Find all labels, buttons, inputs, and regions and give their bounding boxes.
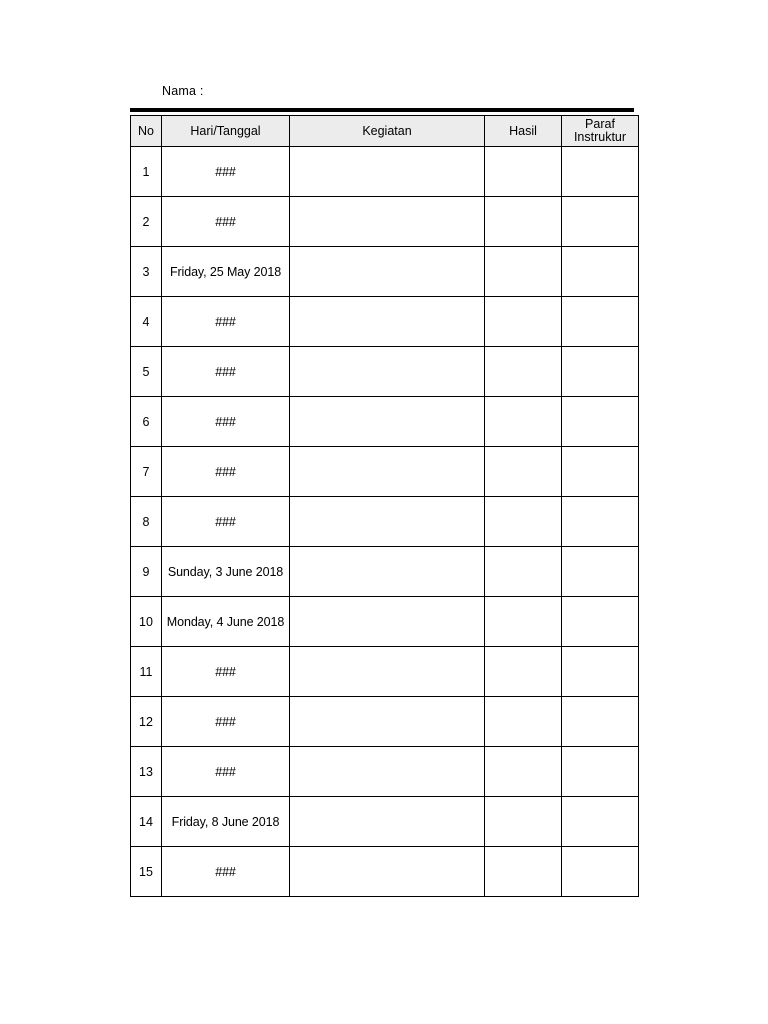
date-cell: ### <box>162 297 290 347</box>
activity-cell <box>290 347 485 397</box>
table-row <box>131 297 639 347</box>
activity-cell <box>290 247 485 297</box>
date-cell: ### <box>162 847 290 897</box>
row-number-cell: 3 <box>131 247 162 297</box>
column-header-no: No <box>131 116 162 147</box>
table-row <box>131 747 639 797</box>
signature-cell <box>562 147 639 197</box>
signature-cell <box>562 397 639 447</box>
signature-cell <box>562 547 639 597</box>
date-cell: Monday, 4 June 2018 <box>162 597 290 647</box>
result-cell <box>485 497 562 547</box>
name-label: Nama : <box>162 84 204 98</box>
result-cell <box>485 147 562 197</box>
signature-cell <box>562 797 639 847</box>
column-header-signature <box>562 116 639 147</box>
result-cell <box>485 447 562 497</box>
signature-cell <box>562 247 639 297</box>
signature-cell <box>562 447 639 497</box>
date-cell: ### <box>162 147 290 197</box>
row-number-cell: 7 <box>131 447 162 497</box>
column-header-date: Hari/Tanggal <box>162 116 290 147</box>
result-cell <box>485 647 562 697</box>
activity-cell <box>290 797 485 847</box>
activity-cell <box>290 747 485 797</box>
result-cell <box>485 847 562 897</box>
result-cell <box>485 747 562 797</box>
date-cell: ### <box>162 197 290 247</box>
date-cell: ### <box>162 647 290 697</box>
signature-cell <box>562 847 639 897</box>
date-cell: ### <box>162 497 290 547</box>
result-cell <box>485 697 562 747</box>
table-row <box>131 447 639 497</box>
activity-cell <box>290 397 485 447</box>
activity-cell <box>290 447 485 497</box>
activity-cell <box>290 497 485 547</box>
date-cell: ### <box>162 747 290 797</box>
activity-cell <box>290 697 485 747</box>
activity-cell <box>290 147 485 197</box>
signature-cell <box>562 647 639 697</box>
table-row <box>131 397 639 447</box>
row-number-cell: 11 <box>131 647 162 697</box>
table-row <box>131 147 639 197</box>
signature-cell <box>562 697 639 747</box>
table-row <box>131 247 639 297</box>
table-row <box>131 697 639 747</box>
table-row <box>131 797 639 847</box>
row-number-cell: 6 <box>131 397 162 447</box>
table-row <box>131 197 639 247</box>
row-number-cell: 4 <box>131 297 162 347</box>
row-number-cell: 15 <box>131 847 162 897</box>
result-cell <box>485 197 562 247</box>
signature-cell <box>562 197 639 247</box>
column-header-signature-line1: Paraf <box>585 117 615 131</box>
result-cell <box>485 347 562 397</box>
table-header-row <box>131 116 639 147</box>
date-cell: ### <box>162 347 290 397</box>
table-row <box>131 347 639 397</box>
table-row <box>131 597 639 647</box>
result-cell <box>485 297 562 347</box>
activity-cell <box>290 597 485 647</box>
row-number-cell: 13 <box>131 747 162 797</box>
table-row <box>131 647 639 697</box>
activity-cell <box>290 547 485 597</box>
result-cell <box>485 547 562 597</box>
signature-cell <box>562 597 639 647</box>
activity-cell <box>290 197 485 247</box>
row-number-cell: 10 <box>131 597 162 647</box>
date-cell: Friday, 25 May 2018 <box>162 247 290 297</box>
row-number-cell: 9 <box>131 547 162 597</box>
signature-cell <box>562 497 639 547</box>
table-row <box>131 847 639 897</box>
result-cell <box>485 247 562 297</box>
row-number-cell: 1 <box>131 147 162 197</box>
activity-cell <box>290 847 485 897</box>
signature-cell <box>562 297 639 347</box>
row-number-cell: 2 <box>131 197 162 247</box>
result-cell <box>485 597 562 647</box>
activity-log-table <box>130 115 639 897</box>
row-number-cell: 12 <box>131 697 162 747</box>
activity-cell <box>290 647 485 697</box>
result-cell <box>485 397 562 447</box>
date-cell: ### <box>162 447 290 497</box>
row-number-cell: 5 <box>131 347 162 397</box>
column-header-activity: Kegiatan <box>290 116 485 147</box>
date-cell: ### <box>162 697 290 747</box>
date-cell: Friday, 8 June 2018 <box>162 797 290 847</box>
date-cell: Sunday, 3 June 2018 <box>162 547 290 597</box>
column-header-result: Hasil <box>485 116 562 147</box>
table-row <box>131 547 639 597</box>
column-header-signature-line2: Instruktur <box>573 130 627 144</box>
result-cell <box>485 797 562 847</box>
date-cell: ### <box>162 397 290 447</box>
signature-cell <box>562 747 639 797</box>
row-number-cell: 14 <box>131 797 162 847</box>
header-divider <box>130 108 634 112</box>
row-number-cell: 8 <box>131 497 162 547</box>
signature-cell <box>562 347 639 397</box>
activity-cell <box>290 297 485 347</box>
table-row <box>131 497 639 547</box>
